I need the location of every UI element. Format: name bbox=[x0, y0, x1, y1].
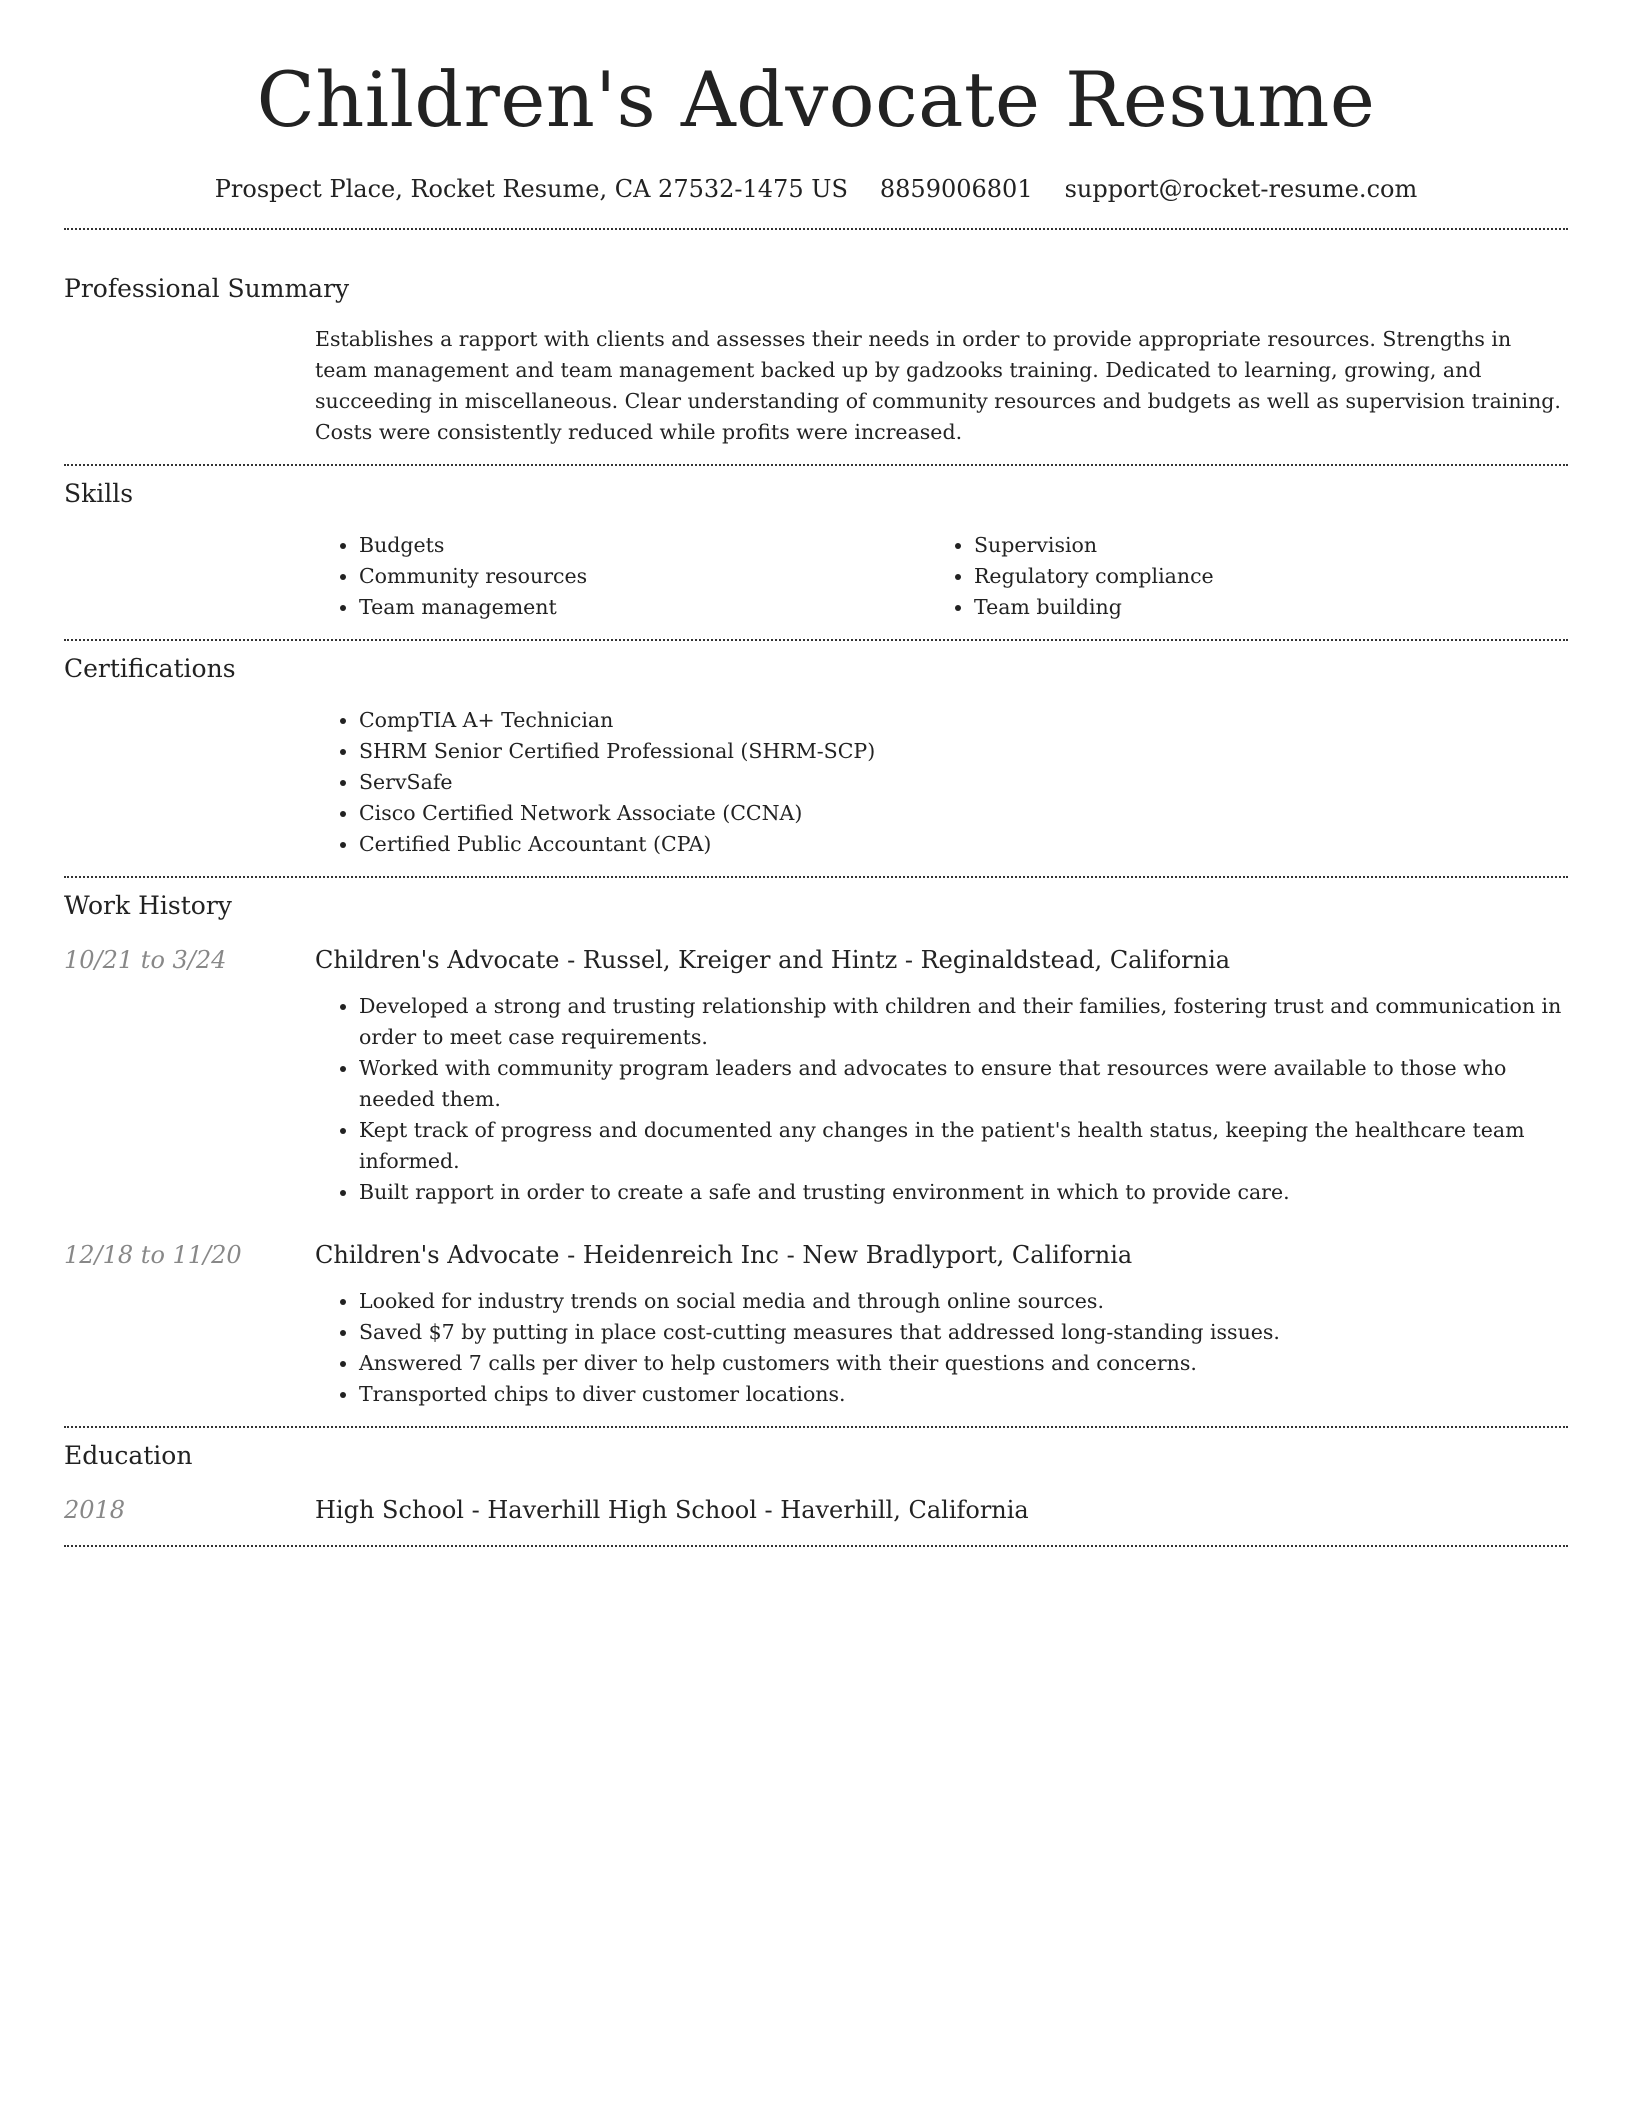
certifications-section bbox=[64, 641, 1568, 860]
job-title: Children's Advocate - Russel, Kreiger and Hintz - Reginaldstead, California bbox=[315, 946, 1231, 974]
job-bullet: • Kept track of progress and documented any changes in the patient's health status, keeping the healthcare team informed. bbox=[359, 1115, 1568, 1177]
skill-item: • Team building bbox=[974, 592, 1545, 623]
resume-title: Children's Advocate Resume bbox=[256, 55, 1376, 144]
summary-text: Establishes a rapport with clients and assesses their needs in order to provide appropriate resources. Strengths in team management and team management backed up by gadzooks training. Dedicated to learning, growing, and succeeding in miscellaneous. Clear understanding of community resources and budgets as well as supervision training. Costs were consistently reduced while profits were increased. bbox=[315, 327, 1561, 444]
resume-page bbox=[64, 0, 1568, 1547]
summary-heading: Professional Summary bbox=[64, 274, 350, 303]
certification-item: • Certified Public Accountant (CPA) bbox=[359, 829, 1568, 860]
job-dates: 12/18 to 11/20 bbox=[64, 1241, 242, 1269]
contact-address: Prospect Place, Rocket Resume, CA 27532-1475 US bbox=[214, 175, 848, 203]
job-bullet: • Answered 7 calls per diver to help customers with their questions and concerns. bbox=[359, 1348, 1568, 1379]
certification-item: • ServSafe bbox=[359, 767, 1568, 798]
contact-phone: 8859006801 bbox=[879, 175, 1033, 203]
skills-section bbox=[64, 466, 1568, 623]
job-bullet: • Worked with community program leaders and advocates to ensure that resources were available to those who needed them. bbox=[359, 1053, 1568, 1115]
job-bullet: • Saved $7 by putting in place cost-cutting measures that addressed long-standing issues. bbox=[359, 1317, 1568, 1348]
work-section bbox=[64, 878, 1568, 1410]
skill-item: • Team management bbox=[359, 592, 930, 623]
job-bullet: • Built rapport in order to create a safe and trusting environment in which to provide care. bbox=[359, 1177, 1568, 1208]
contact-line bbox=[64, 172, 1568, 206]
work-heading: Work History bbox=[64, 891, 232, 920]
skills-list-right bbox=[930, 530, 1545, 623]
education-heading: Education bbox=[64, 1441, 193, 1470]
section-divider bbox=[64, 1545, 1568, 1547]
education-title: High School - Haverhill High School - Haverhill, California bbox=[315, 1496, 1029, 1524]
job-bullet: • Developed a strong and trusting relationship with children and their families, fostering trust and communication in order to meet case requirements. bbox=[359, 991, 1568, 1053]
education-entry bbox=[64, 1493, 1568, 1527]
summary-section bbox=[64, 230, 1568, 448]
education-dates: 2018 bbox=[64, 1496, 126, 1524]
certification-item: • Cisco Certified Network Associate (CCNA) bbox=[359, 798, 1568, 829]
job-dates: 10/21 to 3/24 bbox=[64, 946, 227, 974]
job-bullet: • Transported chips to diver customer locations. bbox=[359, 1379, 1568, 1410]
certification-item: • SHRM Senior Certified Professional (SHRM-SCP) bbox=[359, 736, 1568, 767]
job-entry bbox=[64, 943, 1568, 1208]
skill-item: • Supervision bbox=[974, 530, 1545, 561]
job-bullets bbox=[315, 991, 1568, 1208]
certifications-list bbox=[315, 705, 1568, 860]
contact-email: support@rocket-resume.com bbox=[1064, 175, 1418, 203]
job-title: Children's Advocate - Heidenreich Inc - New Bradlyport, California bbox=[315, 1241, 1133, 1269]
certification-item: • CompTIA A+ Technician bbox=[359, 705, 1568, 736]
job-bullets bbox=[315, 1286, 1568, 1410]
job-entry bbox=[64, 1238, 1568, 1410]
skill-item: • Community resources bbox=[359, 561, 930, 592]
skills-heading: Skills bbox=[64, 479, 134, 508]
job-bullet: • Looked for industry trends on social media and through online sources. bbox=[359, 1286, 1568, 1317]
skill-item: • Regulatory compliance bbox=[974, 561, 1545, 592]
certifications-heading: Certifications bbox=[64, 654, 236, 683]
education-section bbox=[64, 1428, 1568, 1527]
skills-list-left bbox=[315, 530, 930, 623]
skill-item: • Budgets bbox=[359, 530, 930, 561]
